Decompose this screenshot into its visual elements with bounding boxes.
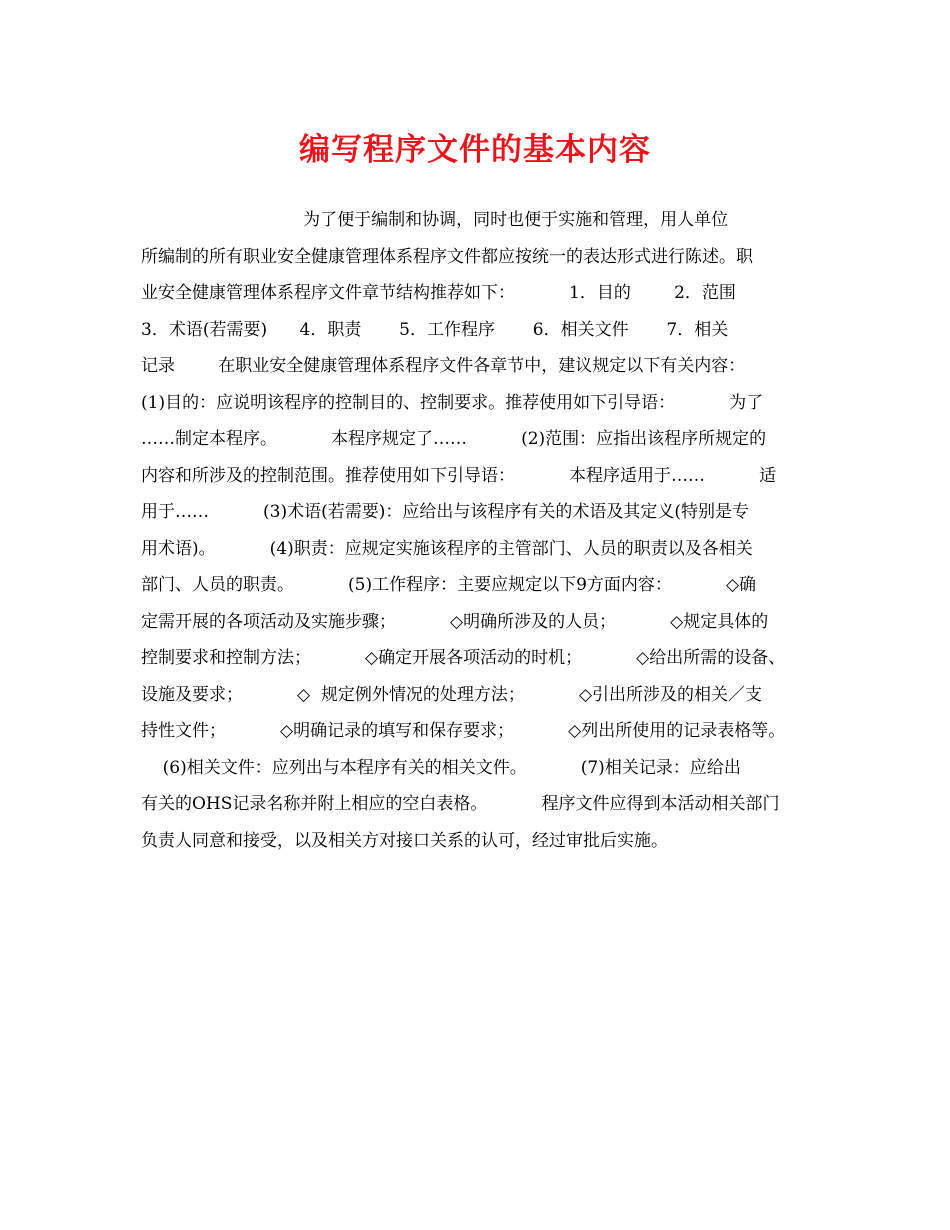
body-line: 所编制的所有职业安全健康管理体系程序文件都应按统一的表达形式进行陈述。职: [141, 246, 753, 267]
body-line: 持性文件； ◇明确记录的填写和保存要求； ◇列出所使用的记录表格等。: [141, 721, 786, 741]
body-line: 设施及要求； ◇ 规定例外情况的处理方法； ◇引出所涉及的相关／支: [141, 684, 763, 705]
body-line: (1)目的：应说明该程序的控制目的、控制要求。推荐使用如下引导语： 为了: [141, 392, 764, 413]
body-line: (6)相关文件：应列出与本程序有关的相关文件。 (7)相关记录：应给出: [141, 757, 741, 778]
body-line: 记录 在职业安全健康管理体系程序文件各章节中，建议规定以下有关内容：: [141, 356, 746, 376]
body-line: 负责人同意和接受，以及相关方对接口关系的认可，经过审批后实施。: [141, 830, 668, 851]
body-line: 3．术语(若需要) 4．职责 5．工作程序 6．相关文件 7．相关: [141, 319, 729, 340]
document-body: [141, 202, 826, 859]
body-line: 部门、人员的职责。 (5)工作程序：主要应规定以下9方面内容： ◇确: [141, 575, 757, 595]
body-line: 控制要求和控制方法； ◇确定开展各项活动的时机； ◇给出所需的设备、: [141, 648, 786, 668]
body-line: 用术语)。 (4)职责：应规定实施该程序的主管部门、人员的职责以及各相关: [141, 538, 753, 559]
body-line: 内容和所涉及的控制范围。推荐使用如下引导语： 本程序适用于…… 适: [141, 465, 777, 486]
body-line: ……制定本程序。 本程序规定了…… (2)范围：应指出该程序所规定的: [141, 429, 767, 449]
body-line: 业安全健康管理体系程序文件章节结构推荐如下： 1．目的 2．范围: [141, 283, 736, 303]
body-line: 有关的OHS记录名称并附上相应的空白表格。 程序文件应得到本活动相关部门: [141, 794, 780, 814]
body-line: 为了便于编制和协调，同时也便于实施和管理，用人单位: [141, 210, 729, 230]
document-title: 编写程序文件的基本内容: [299, 132, 651, 168]
body-line: 用于…… (3)术语(若需要)：应给出与该程序有关的术语及其定义(特别是专: [141, 502, 750, 522]
body-line: 定需开展的各项活动及实施步骤； ◇明确所涉及的人员； ◇规定具体的: [141, 611, 769, 632]
